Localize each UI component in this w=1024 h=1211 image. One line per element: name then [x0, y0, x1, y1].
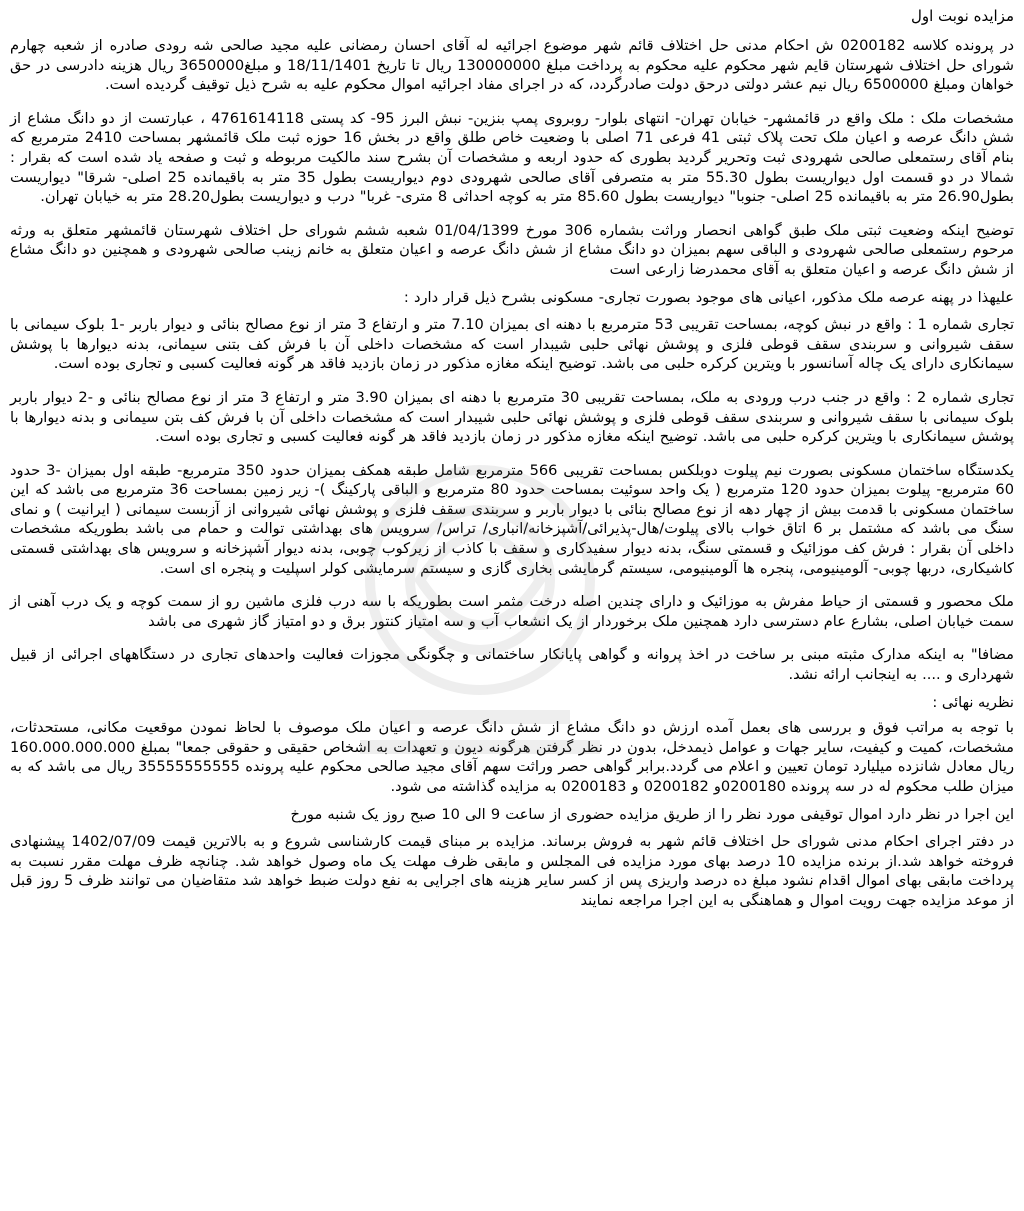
- shop-2-paragraph: تجاری شماره 2 : واقع در جنب درب ورودی به ملک، بمساحت تقریبی 30 مترمربع با دهنه ای بمیزان 3.90 متر و ارتفاع 3 متر از نوع مصالح بنائی و -2 دیوار باربر بلوک سیمانی با سقف شیروانی و سربندی سقف قوطی فلزی و پوشش نهائی حلبی شیبدار است که مشخصات داخلی آن با فرش کف بتن سیمانی و بدنه دیوارها با پوشش سیمانکاری با ویترین کرکره حلبی می باشد. توضیح اینکه مغازه مذکور در زمان بازدید فاقد هر گونه فعالیت کسبی و تجاری بوده است.: [10, 388, 1014, 446]
- buildings-intro-paragraph: علیهذا در پهنه عرصه ملک مذکور، اعیانی های موجود بصورت تجاری- مسکونی بشرح ذیل قرار دارد :: [403, 288, 1014, 306]
- case-summary-paragraph: در پرونده کلاسه 0200182 ش احکام مدنی حل اختلاف قائم شهر موضوع اجرائیه له آقای احسان رمضانی علیه مجید صالحی شه رودی صادره از شعبه چهارم شورای حل اختلاف شهرستان قایم شهر محکوم علیه محکوم به پرداخت مبلغ 130000000 ریال تا تاریخ 18/11/1401 و مبلغ3650000 ریال هزینه دادرسی در حق خواهان ومبلغ 6500000 ریال نیم عشر دولتی درحق دولت صادرگردد، که در اجرای مفاد اجرائیه اموال محکوم علیه به شرح ذیل توقیف گردیده است.: [10, 37, 1015, 94]
- notice-title: مزایده نوبت اول: [910, 7, 1014, 25]
- yard-utilities-paragraph: ملک محصور و قسمتی از حیاط مفرش به موزائیک و دارای چندین اصله درخت مثمر است بطوریکه با سه درب فلزی ماشین رو از سمت کوچه و یک درب آهنی از سمت خیابان اصلی، بشارع عام دسترسی دارد همچنین ملک برخوردار از یک انشعاب آب و سه امتیاز کنتور برق و دو امتیاز گاز شهری می باشد: [10, 593, 1014, 630]
- ownership-paragraph: توضیح اینکه وضعیت ثبتی ملک طبق گواهی انحصار وراثت بشماره 306 مورخ 01/04/1399 شعبه ششم شورای حل اختلاف شهرستان قائمشهر متعلق به ورثه مرحوم رستمعلی صالحی شهرودی و الباقی سهم بمیزان دو دانگ مشاع از شش دانگ عرصه و اعیان متعلق به خانم زینب صالحی شهرودی و همچنین دو دانگ مشاع از شش دانگ عرصه و اعیان متعلق به آقای محمدرضا زارعی است: [10, 221, 1014, 278]
- residential-building-paragraph: یکدستگاه ساختمان مسکونی بصورت نیم پیلوت دوبلکس بمساحت تقریبی 566 مترمربع شامل طبقه همکف بمیزان حدود 350 مترمربع- طبقه اول بمیزان -3 حدود 60 مترمربع- پیلوت بمیزان حدود 120 مترمربع ( یک واحد سوئیت بمساحت حدود 80 مترمربع و الباقی پارکینگ )- زیر زمین بمساحت 36 مترمربع می باشد که این ساختمان مسکونی با قدمت بیش از چهار دهه از نوع مصالح بنائی با دیوار باربر و سربندی سقف فلزی و پوشش نهائی شیروانی از آزبست سیمانی ( ایرانیت ) و نمای سنگ می باشد که مشتمل بر 6 اتاق خواب بالای پیلوت/هال-پذیرائی/آشپزخانه/انباری/ تراس/ سرویس های بهداشتی توالت و حمام می باشد بطوریکه مشخصات داخلی آن بقرار : فرش کف موزائیک و قسمتی سنگ، بدنه دیوار سفیدکاری و سقف با کاذب از زیرکوب چوبی، بدنه دیوار آشپزخانه و سرویس های بهداشتی قسمتی کاشیکاری، دربها چوبی- آلومینیومی، پنجره ها آلومینیومی، سیستم گرمایشی بخاری گازی و سیستم سرمایشی کولر اسپلیت و پنجره ای است.: [10, 461, 1014, 577]
- final-opinion-paragraph: با توجه به مراتب فوق و بررسی های بعمل آمده ارزش دو دانگ مشاع از شش دانگ عرصه و اعیان ملک موصوف با لحاظ نمودن موقعیت مکانی، مستحدثات، مشخصات، کمیت و کیفیت، سایر جهات و عوامل ذیمدخل، بدون در نظر گرفتن هرگونه دیون و تعهدات به اشخاص حقیقی و حقوقی جمعا" بمبلغ 160.000.000.000 ریال معادل شانزده میلیارد تومان تعیین و اعلام می گردد.برابر گواهی حصر وراثت سهم آقای مجید صالحی محکوم علیه پرونده 35555555555 ریال می باشد که به میزان طلب محکوم له در سه پرونده 0200180و 0200182 و 0200183 به مزایده گذاشته می شود.: [10, 719, 1014, 795]
- auction-time-paragraph: این اجرا در نظر دارد اموال توقیفی مورد نظر را از طریق مزایده حضوری از ساعت 9 الی 10 صبح روز یک شنبه مورخ: [290, 805, 1014, 823]
- final-opinion-heading: نظریه نهائی :: [932, 693, 1014, 711]
- shop-1-paragraph: تجاری شماره 1 : واقع در نبش کوچه، بمساحت تقریبی 53 مترمربع با دهنه ای بمیزان 7.10 متر و ارتفاع 3 متر از نوع مصالح بنائی و دیوار باربر -1 بلوک سیمانی با سقف شیروانی و سربندی سقف قوطی فلزی و پوشش نهائی حلبی شیبدار است که مشخصات داخلی آن با فرش کف بتنی سیمانی، بدنه دیوارها با پوشش سیمانکاری دارای یک چاله آسانسور با ویترین کرکره حلبی می باشد. توضیح اینکه مغازه مذکور در زمان بازدید فاقد هر گونه فعالیت کسبی و تجاری بوده است.: [10, 316, 1015, 373]
- permits-paragraph: مضافا" به اینکه مدارک مثبته مبنی بر ساخت در اخذ پروانه و گواهی پایانکار ساختمانی و چگونگی مجوزات فعالیت واحدهای تجاری در دستگاههای اجرائی از قبیل شهرداری و .... به اینجانب ارائه نشد.: [10, 646, 1014, 684]
- auction-terms-paragraph: در دفتر اجرای احکام مدنی شورای حل اختلاف قائم شهر به فروش برساند. مزایده بر مبنای قیمت کارشناسی شروع و به بالاترین قیمت 1402/07/09 پیشنهادی فروخته خواهد شد.از برنده مزایده 10 درصد بهای مورد مزایده فی المجلس و مابقی ظرف مهلت یک ماه وصول خواهد شد. چنانچه ظرف مهلت مقرر نسبت به پرداخت مابقی بهای اموال اقدام نشود مبلغ ده درصد واریزی پس از کسر سایر هزینه های اجرایی به نفع دولت ضبط خواهد شد متقاضیان می توانند ظرف 5 روز قبل از موعد مزایده جهت رویت اموال و هماهنگی به این اجرا مراجعه نمایند: [10, 833, 1014, 909]
- property-specs-paragraph: مشخصات ملک : ملک واقع در قائمشهر- خیابان تهران- انتهای بلوار- روبروی پمپ بنزین- نبش البرز 95- کد پستی 4761614118 ، عبارتست از دو دانگ مشاع از شش دانگ عرصه و اعیان ملک تحت پلاک ثبتی 41 فرعی 71 اصلی با وضعیت خاص طلق واقع در بخش 16 حوزه ثبت ملک قائمشهر بمساحت 2410 مترمربع که بنام آقای رستمعلی صالحی شهرودی ثبت وتحریر گردید بطوری که حدود اربعه و مشخصات آن بشرح سند مالکیت مربوطه و ثبت و صفحه یاد شده است که بقرار : شمالا در دو قسمت اول دیواریست بطول 55.30 متر به متصرفی آقای صالحی شهرودی دوم دیواریست بطول 35 متر به باقیمانده 25 اصلی- شرقا" دیواریست بطول26.90 متر به باقیمانده 25 اصلی- جنوبا" دیواریست بطول 85.60 متر به کوچه احداثی 8 متری- غربا" درب و دیواریست بطول28.20 متر به خیابان تهران.: [10, 109, 1015, 206]
